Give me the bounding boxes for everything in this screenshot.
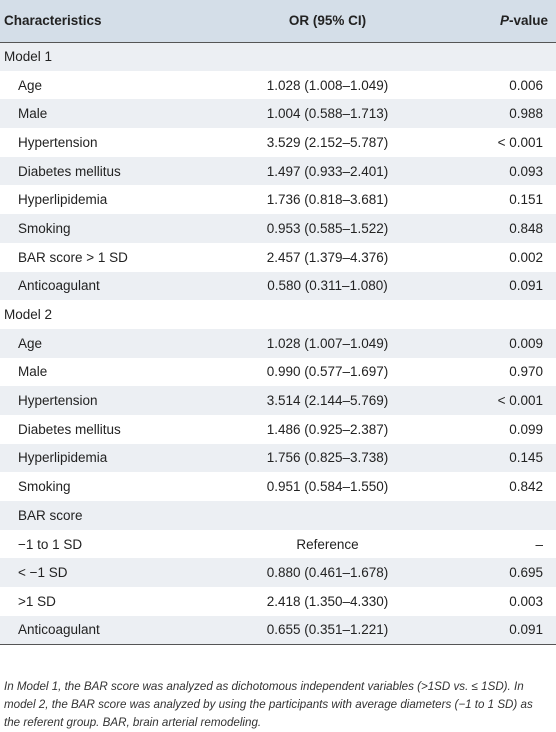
table-row bbox=[0, 214, 556, 243]
p-value-cell bbox=[445, 42, 556, 71]
table-row bbox=[0, 386, 556, 415]
table-row bbox=[0, 472, 556, 501]
header-p-suffix: -value bbox=[508, 13, 548, 29]
table-row bbox=[0, 616, 556, 645]
header-odds-ratio: OR (95% CI) bbox=[288, 13, 367, 29]
table-row bbox=[0, 530, 556, 559]
characteristic-cell: Hypertension bbox=[18, 134, 98, 150]
characteristic-cell: BAR score bbox=[18, 507, 83, 523]
characteristic-cell: Diabetes mellitus bbox=[18, 163, 121, 179]
p-value-cell: 0.848 bbox=[509, 220, 543, 236]
characteristic-cell: Hyperlipidemia bbox=[18, 192, 108, 208]
characteristic-cell: Age bbox=[18, 335, 43, 351]
characteristic-cell: Hypertension bbox=[18, 393, 98, 409]
odds-ratio-cell bbox=[210, 42, 445, 71]
odds-ratio-cell: 1.497 (0.933–2.401) bbox=[266, 163, 389, 179]
header-characteristics: Characteristics bbox=[4, 13, 102, 29]
p-value-cell: < 0.001 bbox=[497, 134, 543, 150]
characteristic-cell: −1 to 1 SD bbox=[18, 536, 83, 552]
odds-ratio-cell: 1.756 (0.825–3.738) bbox=[266, 450, 389, 466]
odds-ratio-cell: 0.880 (0.461–1.678) bbox=[266, 565, 389, 581]
table-row bbox=[0, 71, 556, 100]
p-value-cell: < 0.001 bbox=[497, 393, 543, 409]
p-value-cell: 0.151 bbox=[509, 192, 543, 208]
p-value-cell: 0.006 bbox=[509, 77, 543, 93]
odds-ratio-cell: 2.418 (1.350–4.330) bbox=[266, 593, 389, 609]
table-row bbox=[0, 157, 556, 186]
table-row bbox=[0, 243, 556, 272]
p-value-cell: 0.009 bbox=[509, 335, 543, 351]
p-value-cell: 0.842 bbox=[509, 479, 543, 495]
table-row bbox=[0, 415, 556, 444]
table-row bbox=[0, 444, 556, 473]
model-label: Model 2 bbox=[4, 307, 53, 323]
odds-ratio-cell: 3.514 (2.144–5.769) bbox=[266, 393, 389, 409]
characteristic-cell: Diabetes mellitus bbox=[18, 421, 121, 437]
odds-ratio-cell: 1.028 (1.007–1.049) bbox=[266, 335, 389, 351]
characteristic-cell: < −1 SD bbox=[18, 565, 68, 581]
table-row bbox=[0, 272, 556, 301]
p-value-cell: 0.093 bbox=[509, 163, 543, 179]
characteristic-cell: Smoking bbox=[18, 220, 71, 236]
table-row bbox=[0, 501, 556, 530]
characteristic-cell: >1 SD bbox=[18, 593, 56, 609]
header-p-italic: P bbox=[499, 13, 509, 29]
characteristic-cell: BAR score > 1 SD bbox=[18, 249, 128, 265]
odds-ratio-cell: 0.990 (0.577–1.697) bbox=[266, 364, 389, 380]
p-value-cell: 0.091 bbox=[509, 622, 543, 638]
p-value-cell: 0.091 bbox=[509, 278, 543, 294]
table-body bbox=[0, 42, 556, 644]
odds-ratio-cell: 0.951 (0.584–1.550) bbox=[266, 479, 389, 495]
table-header-row bbox=[0, 0, 556, 42]
odds-ratio-cell: 0.580 (0.311–1.080) bbox=[267, 278, 388, 294]
odds-ratio-cell bbox=[210, 501, 445, 530]
p-value-cell: 0.099 bbox=[509, 421, 543, 437]
table-row bbox=[0, 128, 556, 157]
table-row bbox=[0, 587, 556, 616]
characteristic-cell: Smoking bbox=[18, 479, 71, 495]
characteristic-cell: Male bbox=[18, 364, 48, 380]
p-value-cell bbox=[445, 300, 556, 329]
odds-ratio-cell: Reference bbox=[296, 536, 359, 552]
model-label: Model 1 bbox=[4, 49, 53, 65]
table-row bbox=[0, 558, 556, 587]
characteristic-cell: Hyperlipidemia bbox=[18, 450, 108, 466]
p-value-cell: 0.003 bbox=[509, 593, 543, 609]
p-value-cell: 0.970 bbox=[509, 364, 543, 380]
characteristic-cell: Male bbox=[18, 106, 48, 122]
characteristic-cell: Anticoagulant bbox=[18, 622, 100, 638]
table-row bbox=[0, 99, 556, 128]
table-row bbox=[0, 358, 556, 387]
odds-ratio-cell: 1.028 (1.008–1.049) bbox=[266, 77, 389, 93]
p-value-cell: 0.002 bbox=[509, 249, 543, 265]
characteristic-cell: Age bbox=[18, 77, 43, 93]
odds-ratio-cell: 3.529 (2.152–5.787) bbox=[266, 134, 389, 150]
model-header-row bbox=[0, 300, 556, 329]
odds-ratio-cell: 1.486 (0.925–2.387) bbox=[266, 421, 389, 437]
p-value-cell bbox=[445, 501, 556, 530]
odds-ratio-cell: 0.655 (0.351–1.221) bbox=[266, 622, 389, 638]
p-value-cell: 0.695 bbox=[509, 565, 543, 581]
table-row bbox=[0, 185, 556, 214]
header-p-value bbox=[445, 0, 556, 42]
characteristic-cell: Anticoagulant bbox=[18, 278, 100, 294]
p-value-cell: – bbox=[535, 536, 543, 552]
table-footnote: In Model 1, the BAR score was analyzed as dichotomous independent variables (>1SD vs. ≤ 1SD). In model 2, the BAR score was analyzed by using the participants with average diameters (−1 to 1 SD) as the referent group. BAR, brain arterial remodeling. bbox=[4, 680, 533, 729]
model-header-row bbox=[0, 42, 556, 71]
table-row bbox=[0, 329, 556, 358]
p-value-cell: 0.145 bbox=[509, 450, 543, 466]
odds-ratio-cell: 2.457 (1.379–4.376) bbox=[266, 249, 389, 265]
odds-ratio-cell bbox=[210, 300, 445, 329]
odds-ratio-cell: 0.953 (0.585–1.522) bbox=[266, 220, 389, 236]
odds-ratio-cell: 1.736 (0.818–3.681) bbox=[266, 192, 389, 208]
p-value-cell: 0.988 bbox=[509, 106, 543, 122]
odds-ratio-cell: 1.004 (0.588–1.713) bbox=[266, 106, 389, 122]
